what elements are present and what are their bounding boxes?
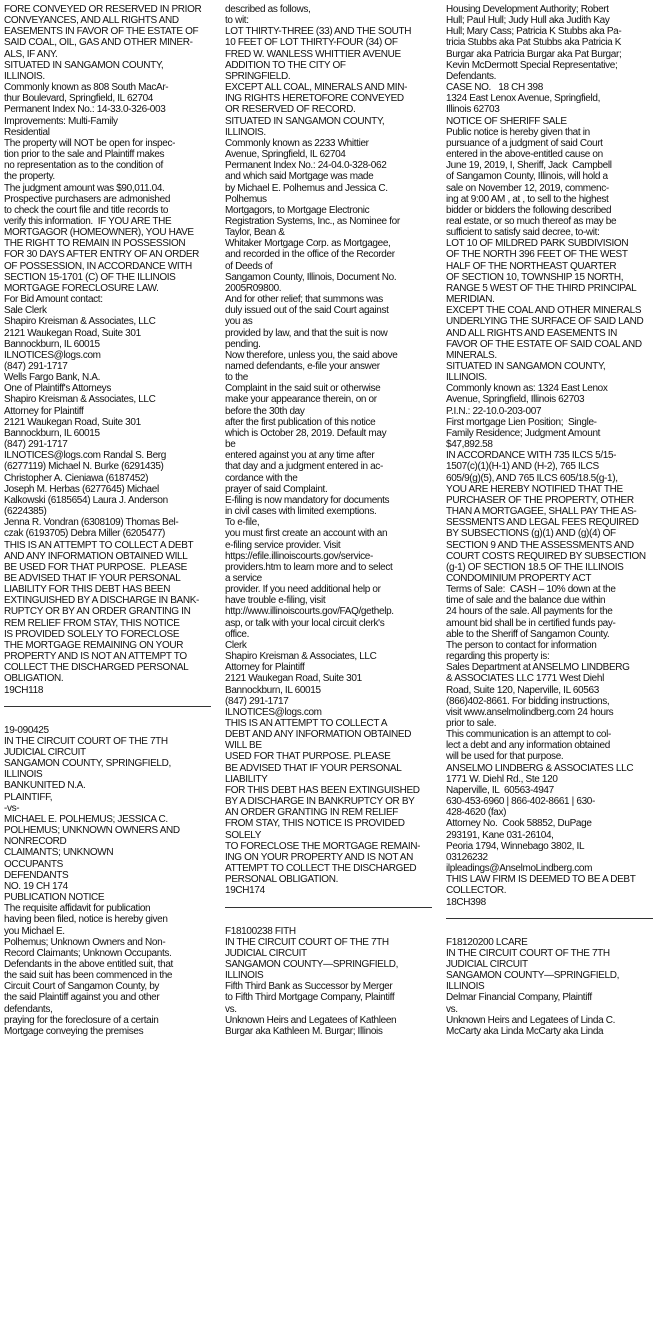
notice-line: ilpleadings@AnselmoLindberg.com	[446, 863, 593, 875]
legal-notice	[446, 937, 653, 1037]
notice-line: BY SUBSECTIONS (g)(1) AND (g)(4) OF	[446, 528, 616, 540]
notice-line: after the first publication of this notice	[225, 416, 376, 428]
notice-line: The property will NOT be open for inspec-	[4, 137, 176, 149]
notice-line: The requisite affidavit for publication	[4, 903, 151, 915]
notice-line: AN ORDER GRANTING IN REM RELIEF	[225, 807, 399, 819]
notice-line: of Sangamon County, Illinois, will hold a	[446, 171, 608, 183]
notice-line: Road, Suite 120, Naperville, IL 60563	[446, 684, 599, 696]
notice-line: DEBT AND ANY INFORMATION OBTAINED	[225, 729, 412, 741]
legal-notice	[4, 4, 211, 696]
notice-line: EXCEPT THE COAL AND OTHER MINERALS	[446, 305, 642, 317]
notice-line: EASEMENTS IN FAVOR OF THE ESTATE OF	[4, 26, 199, 38]
notice-line: DEFENDANTS	[4, 869, 69, 881]
notice-line: MICHAEL E. POLHEMUS; JESSICA C.	[4, 813, 168, 825]
notice-line: SAID COAL, OIL, GAS AND OTHER MINER-	[4, 37, 193, 49]
notice-line: EXTINGUISHED BY A DISCHARGE IN BANK-	[4, 595, 200, 607]
notice-line: NOTICE OF SHERIFF SALE	[446, 115, 567, 127]
notice-line: Prospective purchasers are admonished	[4, 193, 171, 205]
notice-line: THE MORTGAGE REMAINING ON YOUR	[4, 639, 184, 651]
notice-line: (6277119) Michael N. Burke (6291435)	[4, 461, 164, 473]
notice-line: Joseph M. Herbas (6277645) Michael	[4, 483, 159, 495]
notice-line: IN THE CIRCUIT COURT OF THE 7TH	[4, 735, 168, 747]
notice-line: For Bid Amount contact:	[4, 294, 103, 306]
notice-line: ATTEMPT TO COLLECT THE DISCHARGED	[225, 863, 417, 875]
notice-line: Attorney for Plaintiff	[4, 405, 84, 417]
notice-line: LIABILITY FOR THIS DEBT HAS BEEN	[4, 584, 171, 596]
notice-line: F18120200 LCARE	[446, 936, 528, 948]
notice-line: bidder or bidders the following described	[446, 204, 612, 216]
notice-line: BE USED FOR THAT PURPOSE. PLEASE	[4, 561, 187, 573]
notice-line: Registration Systems, Inc., as Nominee for	[225, 215, 400, 227]
notice-line: cordance with the	[225, 472, 298, 484]
notice-line: Circuit Court of Sangamon County, by	[4, 981, 160, 993]
notice-line: 2005R09800.	[225, 282, 282, 294]
notice-line: THIS IS AN ATTEMPT TO COLLECT A DEBT	[4, 539, 194, 551]
notice-line: JUDICIAL CIRCUIT	[446, 958, 528, 970]
notice-line: you as	[225, 316, 253, 328]
notice-line: lect a debt and any information obtained	[446, 740, 610, 752]
notice-line: ILLINOIS.	[446, 372, 487, 384]
notice-divider	[225, 907, 432, 908]
notice-line: (847) 291-1717	[4, 361, 68, 372]
notice-line: HALF OF THE NORTHEAST QUARTER	[446, 260, 617, 272]
notice-line: Residential	[4, 126, 50, 138]
legal-notice	[225, 926, 432, 1038]
notice-line: by Michael E. Polhemus and Jessica C.	[225, 182, 388, 194]
notice-line: Unknown Heirs and Legatees of Linda C.	[446, 1014, 616, 1026]
notice-line: prior to sale.	[446, 718, 497, 729]
notice-line: 18CH398	[446, 896, 486, 908]
notice-line: ILNOTICES@logs.com Randal S. Berg	[4, 450, 167, 462]
notice-line: OBLIGATION.	[4, 673, 64, 685]
notice-line: SECTION 15-1701 (C) OF THE ILLINOIS	[4, 271, 176, 283]
notice-line: entered against you at any time after	[225, 450, 375, 462]
notice-line: IS PROVIDED SOLELY TO FORECLOSE	[4, 628, 180, 640]
notice-line: ING RIGHTS HERETOFORE CONVEYED	[225, 93, 404, 105]
notice-line: Taylor, Bean &	[225, 227, 285, 239]
legal-notice	[4, 725, 211, 1037]
notice-line: & ASSOCIATES LLC 1771 West Diehl	[446, 673, 604, 685]
notice-line: JUDICIAL CIRCUIT	[225, 947, 307, 959]
notice-line: COLLECTOR.	[446, 885, 507, 897]
notice-line: -vs-	[4, 802, 20, 814]
notice-line: OCCUPANTS	[4, 858, 63, 870]
notice-line: Kalkowski (6185654) Laura J. Anderson	[4, 494, 168, 506]
notice-line: Whitaker Mortgage Corp. as Mortgagee,	[225, 238, 391, 250]
notice-line: Hull; Mary Cass; Patricia K Stubbs aka Pa-	[446, 26, 622, 38]
notice-line: pending.	[225, 338, 261, 350]
notice-line: Family Residence; Judgment Amount	[446, 427, 601, 439]
notice-line: Housing Development Authority; Robert	[446, 4, 609, 15]
notice-line: FOR THIS DEBT HAS BEEN EXTINGUISHED	[225, 784, 420, 796]
notice-line: IN THE CIRCUIT COURT OF THE 7TH	[225, 936, 389, 948]
notice-line: to wit:	[225, 15, 249, 27]
notice-line: be	[225, 439, 236, 451]
notice-line: (847) 291-1717	[4, 439, 68, 451]
notice-line: 1771 W. Diehl Rd., Ste 120	[446, 773, 558, 785]
notice-line: MORTGAGE FORECLOSURE LAW.	[4, 282, 159, 294]
notice-line: Improvements: Multi-Family	[4, 115, 118, 127]
notice-line: THIS IS AN ATTEMPT TO COLLECT A	[225, 718, 388, 729]
notice-line: Defendants.	[446, 70, 497, 82]
notice-line: ALS, IF ANY.	[4, 48, 58, 60]
notice-line: Permanent Index No.: 14-33.0-326-003	[4, 104, 166, 116]
notice-line: to check the court file and title records to	[4, 204, 169, 216]
notice-line: And for other relief; that summons was	[225, 294, 383, 306]
notice-line: To e-file,	[225, 517, 260, 529]
legal-notice	[446, 4, 653, 908]
notice-line: 19-090425	[4, 724, 49, 736]
notice-line: Avenue, Springfield, Illinois 62703	[446, 394, 585, 406]
notice-line: June 19, 2019, I, Sheriff, Jack Campbell	[446, 160, 612, 172]
notice-line: Sangamon County, Illinois, Document No.	[225, 271, 397, 283]
notice-line: Attorney No. Cook 58852, DuPage	[446, 818, 592, 830]
notice-line: OF POSSESSION, IN ACCORDANCE WITH	[4, 260, 192, 272]
notice-line: defendants,	[4, 1003, 53, 1015]
column-2	[225, 4, 432, 1335]
notice-line: Wells Fargo Bank, N.A.	[4, 372, 101, 384]
notice-line: Commonly known as: 1324 East Lenox	[446, 383, 608, 395]
notice-line: which is October 28, 2019. Default may	[225, 427, 387, 439]
notice-line: PURCHASER OF THE PROPERTY, OTHER	[446, 494, 634, 506]
notice-line: 1507(c)(1)(H-1) AND (H-2), 765 ILCS	[446, 461, 599, 473]
notice-line: (g-1) OF SECTION 18.5 OF THE ILLINOIS	[446, 561, 624, 573]
notice-line: provider. If you need additional help or	[225, 584, 381, 596]
notice-line: ILNOTICES@logs.com	[4, 349, 101, 361]
notice-line: Unknown Heirs and Legatees of Kathleen	[225, 1014, 397, 1026]
notice-line: and recorded in the office of the Recorder	[225, 249, 395, 261]
notice-line: LOT THIRTY-THREE (33) AND THE SOUTH	[225, 26, 412, 38]
notice-line: entered in the above-entitled cause on	[446, 149, 603, 161]
notice-line: ILLINOIS	[4, 769, 43, 781]
notice-line: Hull; Paul Hull; Judy Hull aka Judith Kay	[446, 15, 610, 27]
notice-line: The person to contact for information	[446, 639, 597, 651]
notice-line: Burgar aka Kathleen M. Burgar; Illinois	[225, 1025, 383, 1037]
notice-line: Bannockburn, IL 60015	[4, 338, 100, 350]
notice-line: YOU ARE HEREBY NOTIFIED THAT THE	[446, 483, 623, 495]
notice-line: Christopher A. Cieniawa (6187452)	[4, 472, 149, 484]
notice-line: REM RELIEF FROM STAY, THIS NOTICE	[4, 617, 180, 629]
notice-line: you Michael E.	[4, 925, 65, 937]
notice-line: make your appearance therein, on or	[225, 394, 377, 406]
notice-line: have trouble e-filing, visit	[225, 595, 326, 607]
notice-line: Sales Department at ANSELMO LINDBERG	[446, 662, 630, 674]
notice-line: BY A DISCHARGE IN BANKRUPTCY OR BY	[225, 796, 415, 808]
notice-line: named defendants, e-file your answer	[225, 361, 380, 372]
notice-line: able to the Sheriff of Sangamon County.	[446, 628, 610, 640]
notice-line: NO. 19 CH 174	[4, 880, 68, 892]
notice-line: Mortgage conveying the premises	[4, 1025, 144, 1037]
notice-line: Record Claimants; Unknown Occupants.	[4, 947, 172, 959]
notice-line: FORE CONVEYED OR RESERVED IN PRIOR	[4, 4, 202, 15]
notice-line: SANGAMON COUNTY—SPRINGFIELD,	[446, 970, 619, 982]
notice-line: ILNOTICES@logs.com	[225, 706, 322, 718]
notice-line: office.	[225, 628, 250, 640]
notice-line: 428-4620 (fax)	[446, 807, 507, 819]
notice-line: Shapiro Kreisman & Associates, LLC	[4, 394, 156, 406]
notice-line: OF THE NORTH 396 FEET OF THE WEST	[446, 249, 628, 261]
notice-line: Bannockburn, IL 60015	[225, 684, 321, 696]
notice-line: SANGAMON COUNTY—SPRINGFIELD,	[225, 958, 398, 970]
notice-line: Fifth Third Bank as Successor by Merger	[225, 981, 393, 993]
notice-line: Kevin McDermott Special Representative;	[446, 59, 618, 71]
notice-line: Terms of Sale: CASH – 10% down at the	[446, 584, 616, 596]
notice-line: Commonly known as 808 South MacAr-	[4, 82, 169, 94]
notice-line: Mortgagors, to Mortgage Electronic	[225, 204, 370, 216]
notice-line: 2121 Waukegan Road, Suite 301	[4, 416, 141, 428]
notice-line: pursuance of a judgment of said Court	[446, 137, 603, 149]
notice-line: vs.	[446, 1003, 458, 1015]
notice-line: ANSELMO LINDBERG & ASSOCIATES LLC	[446, 762, 634, 774]
notice-line: having been filed, notice is hereby given	[4, 914, 168, 926]
notice-line: Now therefore, unless you, the said above	[225, 349, 398, 361]
notice-line: SOLELY	[225, 829, 262, 841]
notice-line: FOR 30 DAYS AFTER ENTRY OF AN ORDER	[4, 249, 200, 261]
notice-line: NONRECORD	[4, 836, 67, 848]
notice-line: Public notice is hereby given that in	[446, 126, 590, 138]
notice-line: PROPERTY AND IS NOT AN ATTEMPT TO	[4, 651, 187, 663]
notice-line: you must first create an account with an	[225, 528, 388, 540]
notice-line: ADDITION TO THE CITY OF	[225, 59, 346, 71]
notice-line: Attorney for Plaintiff	[225, 662, 305, 674]
notice-line: 19CH118	[4, 684, 44, 696]
notice-line: SESSMENTS AND LEGAL FEES REQUIRED	[446, 517, 639, 529]
notice-line: USED FOR THAT PURPOSE. PLEASE	[225, 751, 391, 763]
notice-line: time of sale and the balance due within	[446, 595, 606, 607]
notice-line: Clerk	[225, 639, 247, 651]
notice-line: visit www.anselmolindberg.com 24 hours	[446, 706, 614, 718]
notice-line: ILLINOIS.	[4, 70, 45, 82]
notice-line: TO FORECLOSE THE MORTGAGE REMAIN-	[225, 840, 421, 852]
notice-line: FAVOR OF THE ESTATE OF SAID COAL AND	[446, 338, 642, 350]
notice-line: COLLECT THE DISCHARGED PERSONAL	[4, 662, 189, 674]
notice-line: 2121 Waukegan Road, Suite 301	[4, 327, 141, 339]
notice-line: 605/9(g)(5), AND 765 ILCS 605/18.5(g-1),	[446, 472, 618, 484]
notice-line: POLHEMUS; UNKNOWN OWNERS AND	[4, 825, 180, 837]
notice-line: FRED W. WANLESS WHITTIER AVENUE	[225, 48, 401, 60]
notice-line: 19CH174	[225, 885, 265, 897]
notice-line: ING ON YOUR PROPERTY AND IS NOT AN	[225, 851, 413, 863]
notice-line: described as follows,	[225, 4, 311, 15]
notice-line: sufficient to satisfy said decree, to-wit:	[446, 227, 600, 239]
notice-line: CLAIMANTS; UNKNOWN	[4, 847, 114, 859]
notice-line: UNDERLYING THE SURFACE OF SAID LAND	[446, 316, 644, 328]
notice-line: e-filing service provider. Visit	[225, 539, 341, 551]
notice-line: tion prior to the sale and Plaintiff makes	[4, 149, 165, 161]
notice-line: Delmar Financial Company, Plaintiff	[446, 992, 592, 1004]
notice-line: Shapiro Kreisman & Associates, LLC	[4, 316, 156, 328]
notice-line: First mortgage Lien Position; Single-	[446, 416, 597, 428]
notice-line: SPRINGFIELD.	[225, 70, 291, 82]
notice-line: sale on November 12, 2019, commenc-	[446, 182, 609, 194]
notice-line: MERIDIAN.	[446, 294, 495, 306]
notice-line: (847) 291-1717	[225, 695, 289, 707]
notice-line: IN THE CIRCUIT COURT OF THE 7TH	[446, 947, 610, 959]
notice-line: Commonly known as 2233 Whittier	[225, 137, 369, 149]
notice-line: of Deeds of	[225, 260, 273, 272]
notice-line: BE ADVISED THAT IF YOUR PERSONAL	[4, 572, 181, 584]
notice-line: SITUATED IN SANGAMON COUNTY,	[225, 115, 385, 127]
notice-line: Peoria 1794, Winnebago 3802, IL	[446, 840, 585, 852]
notice-line: PLAINTIFF,	[4, 791, 53, 803]
notice-line: the said suit has been commenced in the	[4, 970, 173, 982]
notice-line: BANKUNITED N.A.	[4, 780, 86, 792]
notice-line: This communication is an attempt to col-	[446, 729, 611, 741]
notice-line: and which said Mortgage was made	[225, 171, 374, 183]
notice-line: Illinois 62703	[446, 104, 500, 116]
notice-line: 630-453-6960 | 866-402-8661 | 630-	[446, 796, 595, 808]
notice-line: LIABILITY	[225, 773, 268, 785]
notice-line: 03126232	[446, 851, 488, 863]
notice-line: P.I.N.: 22-10.0-203-007	[446, 405, 542, 417]
notice-line: BE ADVISED THAT IF YOUR PERSONAL	[225, 762, 402, 774]
notice-line: amount bid shall be in certified funds pay-	[446, 617, 616, 629]
notice-line: in civil cases with limited exemptions.	[225, 506, 377, 518]
notice-line: Burgar aka Patricia Burgar aka Pat Burgar;	[446, 48, 622, 60]
notice-line: CONDOMINIUM PROPERTY ACT	[446, 572, 592, 584]
notice-line: ILLINOIS	[225, 970, 264, 982]
notice-line: FROM STAY, THIS NOTICE IS PROVIDED	[225, 818, 405, 830]
notice-line: regarding this property is:	[446, 651, 550, 663]
notice-line: duly issued out of the said Court against	[225, 305, 389, 317]
notice-line: 1324 East Lenox Avenue, Springfield,	[446, 93, 601, 105]
notice-line: 10 FEET OF LOT THIRTY-FOUR (34) OF	[225, 37, 398, 49]
notice-line: THIS LAW FIRM IS DEEMED TO BE A DEBT	[446, 874, 636, 886]
notice-line: thur Boulevard, Springfield, IL 62704	[4, 93, 154, 105]
notice-line: One of Plaintiff's Attorneys	[4, 383, 111, 395]
notice-line: before the 30th day	[225, 405, 305, 417]
notice-line: SECTION 9 AND THE ASSESSMENTS AND	[446, 539, 634, 551]
notice-line: COURT COSTS REQUIRED BY SUBSECTION	[446, 550, 646, 562]
notice-line: will be used for that purpose.	[446, 751, 564, 763]
notice-line: Permanent Index No.: 24-04.0-328-062	[225, 160, 387, 172]
notice-line: to Fifth Third Mortgage Company, Plaintiff	[225, 992, 395, 1004]
notice-line: SITUATED IN SANGAMON COUNTY,	[4, 59, 164, 71]
notice-line: (6224385)	[4, 506, 47, 518]
notice-line: asp, or talk with your local circuit clerk's	[225, 617, 385, 629]
notice-line: Polhemus; Unknown Owners and Non-	[4, 936, 166, 948]
notice-line: providers.htm to learn more and to select	[225, 561, 393, 573]
notice-line: Avenue, Springfield, IL 62704	[225, 149, 346, 161]
notice-line: 293191, Kane 031-26104,	[446, 829, 554, 841]
notice-line: SANGAMON COUNTY, SPRINGFIELD,	[4, 758, 171, 770]
notice-line: The judgment amount was $90,011.04.	[4, 182, 165, 194]
notice-line: PERSONAL OBLIGATION.	[225, 874, 339, 886]
notice-line: E-filing is now mandatory for documents	[225, 494, 390, 506]
notice-line: https://efile.illinoiscourts.gov/service-	[225, 550, 373, 562]
notice-line: no representation as to the condition of	[4, 160, 163, 172]
notice-line: EXCEPT ALL COAL, MINERALS AND MIN-	[225, 82, 408, 94]
legal-notices-page	[4, 4, 653, 1335]
notice-line: 2121 Waukegan Road, Suite 301	[225, 673, 362, 685]
notice-line: LOT 10 OF MILDRED PARK SUBDIVISION	[446, 238, 629, 250]
notice-line: vs.	[225, 1003, 237, 1015]
notice-line: Bannockburn, IL 60015	[4, 427, 100, 439]
column-3	[446, 4, 653, 1335]
notice-line: the said Plaintiff against you and other	[4, 992, 160, 1004]
notice-line: to the	[225, 372, 248, 384]
notice-line: OR RESERVED OF RECORD.	[225, 104, 356, 116]
notice-line: RANGE 5 WEST OF THE THIRD PRINCIPAL	[446, 282, 637, 294]
notice-line: tricia Stubbs aka Pat Stubbs aka Patricia K	[446, 37, 622, 49]
notice-line: $47,892.58	[446, 439, 493, 451]
notice-line: CASE NO. 18 CH 398	[446, 82, 543, 94]
notice-line: F18100238 FITH	[225, 925, 296, 937]
notice-line: RUPTCY OR BY AN ORDER GRANTING IN	[4, 606, 191, 618]
notice-line: http://www.illinoiscourts.gov/FAQ/gethelp.	[225, 606, 394, 618]
notice-line: a service	[225, 572, 262, 584]
notice-line: OF SECTION 10, TOWNSHIP 15 NORTH,	[446, 271, 624, 283]
notice-line: Shapiro Kreisman & Associates, LLC	[225, 651, 377, 663]
notice-line: that day and a judgment entered in ac-	[225, 461, 383, 473]
notice-line: ILLINOIS	[446, 981, 485, 993]
notice-line: provided by law, and that the suit is now	[225, 327, 388, 339]
notice-line: SITUATED IN SANGAMON COUNTY,	[446, 361, 606, 372]
notice-divider	[4, 706, 211, 707]
notice-line: 24 hours of the sale. All payments for the	[446, 606, 613, 618]
notice-line: Sale Clerk	[4, 305, 47, 317]
notice-line: MINERALS.	[446, 349, 497, 361]
legal-notice	[225, 4, 432, 897]
notice-line: Naperville, IL 60563-4947	[446, 784, 554, 796]
notice-line: ing at 9:00 AM , at , to sell to the highest	[446, 193, 609, 205]
notice-line: McCarty aka Linda McCarty aka Linda	[446, 1025, 604, 1037]
notice-line: Complaint in the said suit or otherwise	[225, 383, 381, 395]
notice-line: JUDICIAL CIRCUIT	[4, 747, 86, 758]
notice-line: THE RIGHT TO REMAIN IN POSSESSION	[4, 238, 186, 250]
notice-line: AND ALL RIGHTS AND EASEMENTS IN	[446, 327, 618, 339]
notice-divider	[446, 918, 653, 919]
notice-line: Polhemus	[225, 193, 267, 205]
notice-line: Jenna R. Vondran (6308109) Thomas Bel-	[4, 517, 179, 529]
notice-line: prayer of said Complaint.	[225, 483, 328, 495]
notice-line: PUBLICATION NOTICE	[4, 892, 105, 904]
notice-line: praying for the foreclosure of a certain	[4, 1014, 159, 1026]
notice-line: Defendants in the above entitled suit, that	[4, 958, 173, 970]
notice-line: (866)402-8661. For bidding instructions,	[446, 695, 610, 707]
notice-line: ILLINOIS.	[225, 126, 266, 138]
notice-line: real estate, or so much thereof as may be	[446, 215, 617, 227]
notice-line: THAN A MORTGAGEE, SHALL PAY THE AS-	[446, 506, 637, 518]
notice-line: WILL BE	[225, 740, 262, 752]
column-1	[4, 4, 211, 1335]
notice-line: the property.	[4, 171, 55, 183]
notice-line: czak (6193705) Debra Miller (6205477)	[4, 528, 166, 540]
notice-line: AND ANY INFORMATION OBTAINED WILL	[4, 550, 188, 562]
notice-line: MORTGAGOR (HOMEOWNER), YOU HAVE	[4, 227, 194, 239]
notice-line: IN ACCORDANCE WITH 735 ILCS 5/15-	[446, 450, 617, 462]
notice-line: CONVEYANCES, AND ALL RIGHTS AND	[4, 15, 179, 27]
notice-line: verify this information. IF YOU ARE THE	[4, 215, 172, 227]
